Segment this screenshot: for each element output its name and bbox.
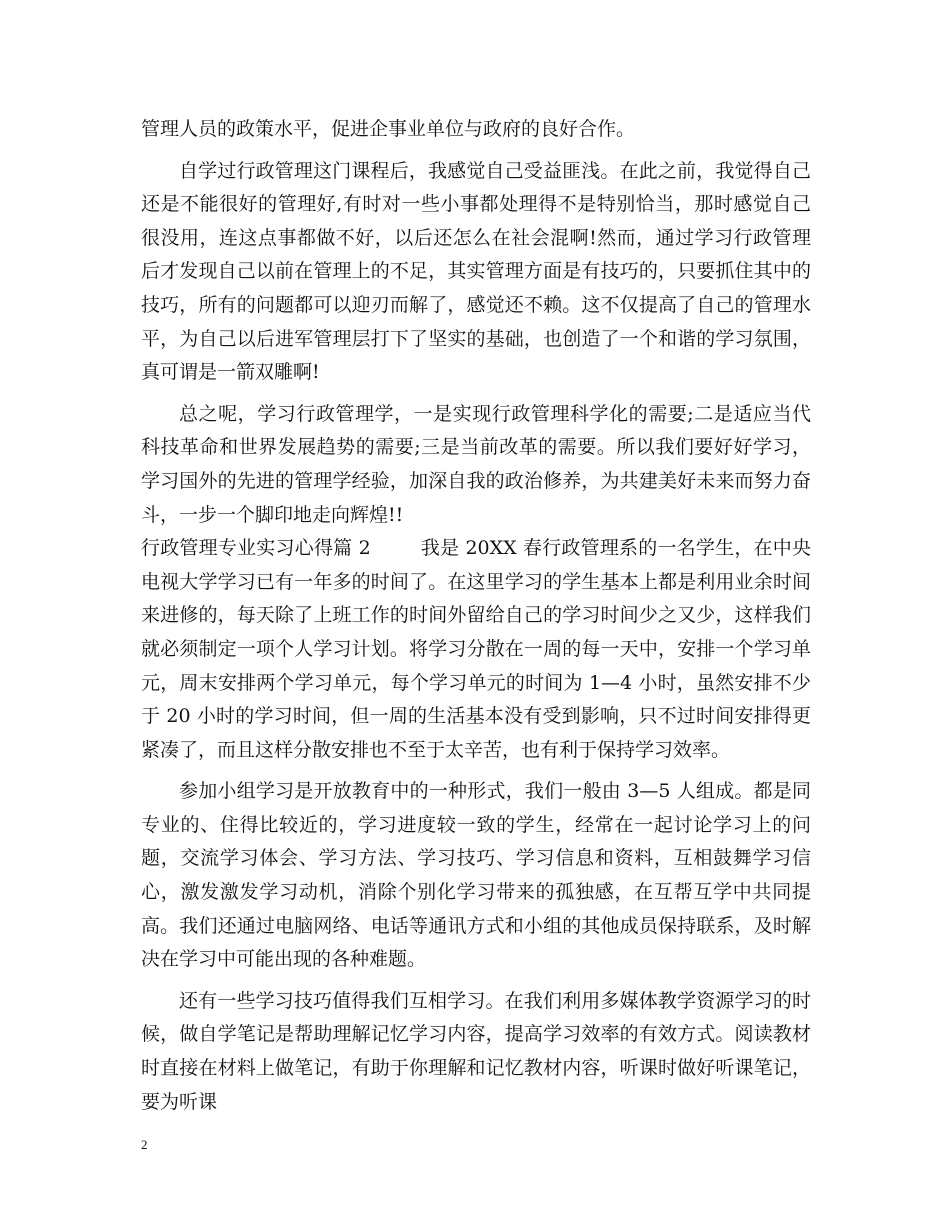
- section-heading: 行政管理专业实习心得篇 2: [141, 537, 371, 560]
- document-body: [141, 113, 811, 1119]
- paragraph-group-study: 参加小组学习是开放教育中的一种形式，我们一般由 3—5 人组成。都是同专业的、住得比较近的，学习进度较一致的学生，经常在一起讨论学习上的问题，交流学习体会、学习方法、学习技巧、学习信息和资料，互相鼓舞学习信心，激发激发学习动机，消除个别化学习带来的孤独感，在互帮互学中共同提高。我们还通过电脑网络、电话等通讯方式和小组的其他成员保持联系，及时解决在学习中可能出现的各种难题。: [141, 780, 811, 971]
- paragraph-conclusion: 总之呢，学习行政管理学，一是实现行政管理科学化的需要;二是适应当代科技革命和世界发展趋势的需要;三是当前改革的需要。所以我们要好好学习，学习国外的先进的管理学经验，加深自我的政治修养，为共建美好未来而努力奋斗，一步一个脚印地走向辉煌!!: [141, 402, 811, 526]
- section-spacer: [371, 537, 421, 559]
- page-number: 2: [141, 1137, 148, 1152]
- paragraph-self-study: 自学过行政管理这门课程后，我感觉自己受益匪浅。在此之前，我觉得自己还是不能很好的管理好,有时对一些小事都处理得不是特别恰当，那时感觉自己很没用，连这点事都做不好，以后还怎么在社会混啊!然而，通过学习行政管理后才发现自己以前在管理上的不足，其实管理方面是有技巧的，只要抓住其中的技巧，所有的问题都可以迎刃而解了，感觉还不赖。这不仅提高了自己的管理水平，为自己以后进军管理层打下了坚实的基础，也创造了一个和谐的学习氛围，真可谓是一箭双雕啊!: [141, 159, 811, 384]
- section-body: 我是 20XX 春行政管理系的一名学生，在中央电视大学学习已有一年多的时间了。在这里学习的学生基本上都是利用业余时间来进修的，每天除了上班工作的时间外留给自己的学习时间少之又少，这样我们就必须制定一项个人学习计划。将学习分散在一周的每一天中，安排一个学习单元，周末安排两个学习单元，每个学习单元的时间为 1—4 小时，虽然安排不少于 20 小时的学习时间，但一周的生活基本没有受到影响，只不过时间安排得更紧凑了，而且这样分散安排也不至于太辛苦，也有利于保持学习效率。: [141, 537, 811, 761]
- section-line: [141, 532, 811, 767]
- paragraph-continuation: 管理人员的政策水平，促进企事业单位与政府的良好合作。: [141, 118, 636, 140]
- paragraph-study-tips: 还有一些学习技巧值得我们互相学习。在我们利用多媒体教学资源学习的时候，做自学笔记是帮助理解记忆学习内容，提高学习效率的有效方式。阅读教材时直接在材料上做笔记，有助于你理解和记忆教材内容，听课时做好听课笔记，要为听课: [141, 989, 811, 1113]
